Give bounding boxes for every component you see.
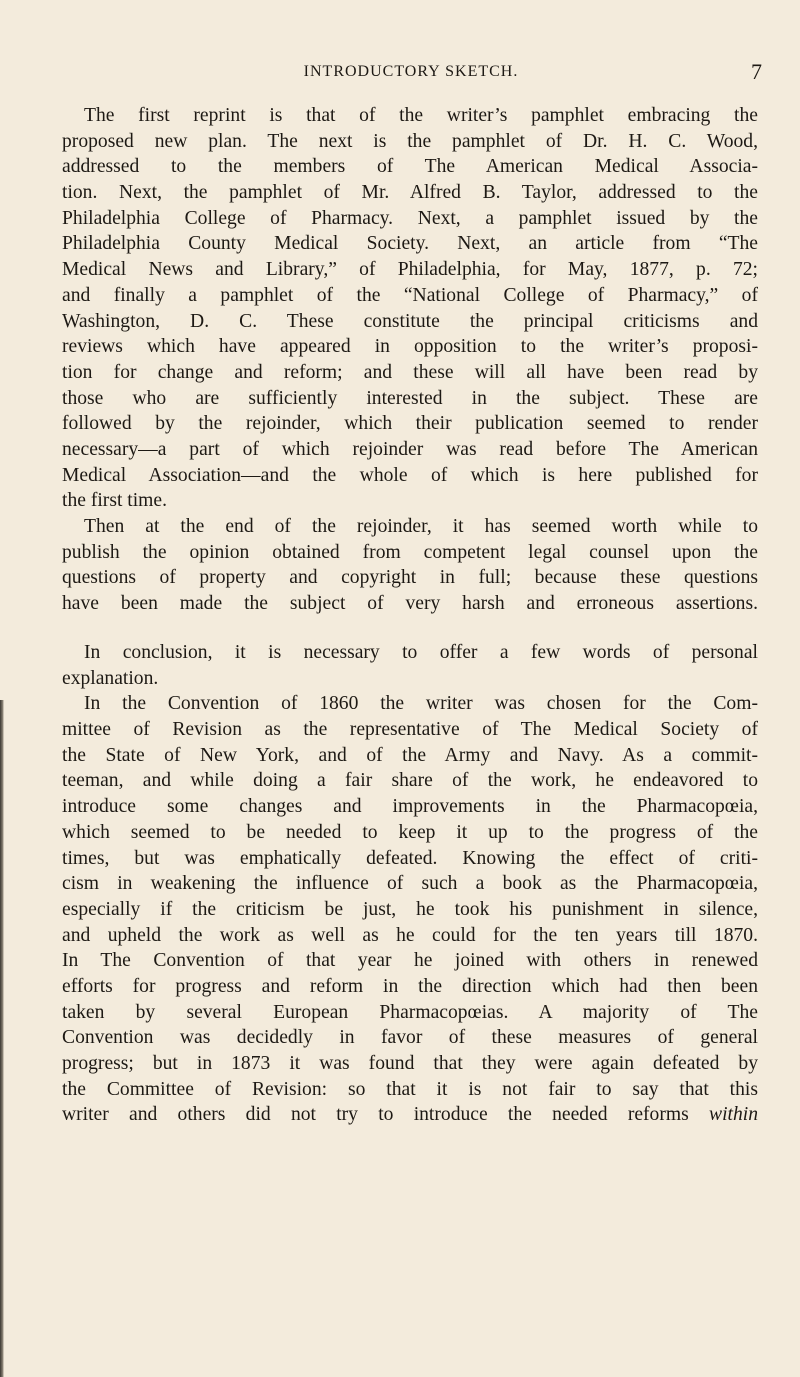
- text-line: Then at the end of the rejoinder, it has seemed worth while to: [84, 516, 758, 537]
- running-head: [60, 59, 762, 87]
- running-title: INTRODUCTORY SKETCH.: [303, 63, 519, 80]
- text-line: tion for change and reform; and these will all have been read by: [62, 361, 758, 383]
- paragraph-reprints: [62, 103, 758, 514]
- text-line: Convention was decidedly in favor of these measures of general: [62, 1027, 758, 1049]
- text-line: The first reprint is that of the writer’s pamphlet embracing the: [84, 105, 758, 126]
- final-line-text: writer and others did not try to introduce the needed reforms: [62, 1104, 689, 1126]
- text-line: cism in weakening the influence of such a book as the Pharmacopœia,: [62, 873, 758, 895]
- text-line: Washington, D. C. These constitute the principal criticisms and: [62, 310, 758, 332]
- paragraph-conclusion: [62, 640, 758, 691]
- text-line: Philadelphia County Medical Society. Next, an article from “The: [62, 233, 758, 255]
- text-line: especially if the criticism be just, he took his punishment in silence,: [62, 898, 758, 920]
- text-line: those who are sufficiently interested in the subject. These are: [62, 387, 758, 409]
- binding-edge-shadow: [0, 700, 4, 1377]
- text-line: the Committee of Revision: so that it is not fair to say that this: [62, 1078, 758, 1100]
- text-line: publish the opinion obtained from competent legal counsel upon the: [62, 541, 758, 563]
- text-line: introduce some changes and improvements in the Pharmacopœia,: [62, 796, 758, 818]
- text-line: proposed new plan. The next is the pamphlet of Dr. H. C. Wood,: [62, 130, 758, 152]
- text-block-conclusion: [62, 640, 758, 1128]
- text-line: times, but was emphatically defeated. Knowing the effect of criti-: [62, 847, 758, 869]
- text-line: Philadelphia College of Pharmacy. Next, a pamphlet issued by the: [62, 207, 758, 229]
- text-line: addressed to the members of The American Medical Associa-: [62, 156, 758, 178]
- text-line: In conclusion, it is necessary to offer a few words of personal: [84, 642, 758, 663]
- text-line: tion. Next, the pamphlet of Mr. Alfred B. Taylor, addressed to the: [62, 182, 758, 204]
- page-number: 7: [751, 59, 762, 84]
- text-line: explanation.: [62, 667, 159, 689]
- text-line: Medical Association—and the whole of which is here published for: [62, 464, 758, 486]
- text-line: the first time.: [62, 490, 168, 512]
- text-line: have been made the subject of very harsh and erroneous assertions.: [62, 593, 758, 615]
- text-line: taken by several European Pharmacopœias. A majority of The: [62, 1001, 758, 1023]
- text-line: which seemed to be needed to keep it up to the progress of the: [62, 821, 758, 843]
- text-line: In The Convention of that year he joined with others in renewed: [62, 950, 758, 972]
- text-block-upper: [62, 103, 758, 617]
- text-line: necessary—a part of which rejoinder was read before The American: [62, 438, 758, 460]
- text-line: efforts for progress and reform in the direction which had then been: [62, 975, 758, 997]
- text-line: questions of property and copyright in full; because these questions: [62, 567, 758, 589]
- text-line: teeman, and while doing a fair share of the work, he endeavored to: [62, 770, 758, 792]
- text-line: mittee of Revision as the representative of The Medical Society of: [62, 719, 758, 741]
- final-word-italic: within: [709, 1104, 758, 1126]
- text-line: and finally a pamphlet of the “National College of Pharmacy,” of: [62, 284, 758, 306]
- text-line: progress; but in 1873 it was found that they were again defeated by: [62, 1053, 758, 1074]
- text-line: the State of New York, and of the Army and Navy. As a commit-: [62, 744, 758, 766]
- paragraph-legal-opinion: [62, 514, 758, 617]
- text-line: Medical News and Library,” of Philadelphia, for May, 1877, p. 72;: [62, 259, 758, 281]
- text-line: In the Convention of 1860 the writer was chosen for the Com-: [84, 693, 758, 715]
- text-line: and upheld the work as well as he could for the ten years till 1870.: [62, 924, 758, 946]
- text-line: followed by the rejoinder, which their publication seemed to render: [62, 413, 758, 435]
- text-line: reviews which have appeared in opposition to the writer’s proposi-: [62, 336, 758, 358]
- paragraph-convention: [62, 691, 758, 1128]
- text-line-final: [62, 1102, 758, 1128]
